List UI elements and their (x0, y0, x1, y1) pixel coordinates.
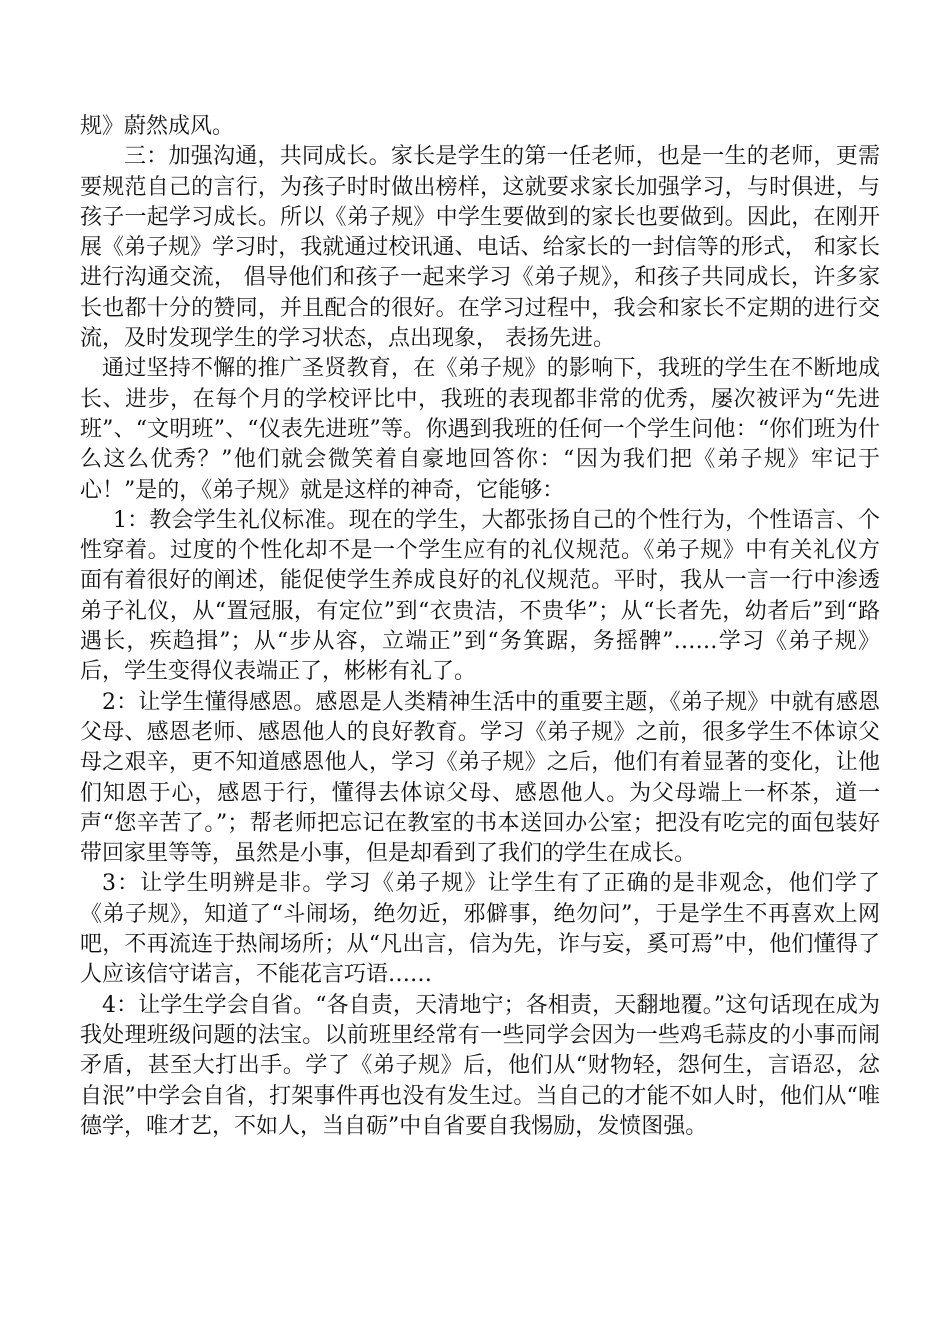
paragraph-point-2: 2：让学生懂得感恩。感恩是人类精神生活中的重要主题，《弟子规》中就有感恩父母、感恩老师、感恩他人的良好教育。学习《弟子规》之前，很多学生不体谅父母之艰辛，更不知道感恩他人，学习《弟子规》之后，他们有着显著的变化，让他们知恩于心，感恩于行，懂得去体谅父母、感恩他人。为父母端上一杯茶，道一声“您辛苦了。”；帮老师把忘记在教室的书本送回办公室；把没有吃完的面包装好带回家里等等，虽然是小事，但是却看到了我们的学生在成长。 (80, 689, 880, 867)
paragraph-section-three: 三：加强沟通，共同成长。家长是学生的第一任老师，也是一生的老师，更需要规范自己的言行，为孩子时时做出榜样，这就要求家长加强学习，与时俱进，与孩子一起学习成长。所以《弟子规》中学生要做到的家长也要做到。因此，在刚开展《弟子规》学习时，我就通过校讯通、电话、给家长的一封信等的形式， 和家长进行沟通交流， 倡导他们和孩子一起来学习《弟子规》，和孩子共同成长，许多家长也都十分的赞同，并且配合的很好。在学习过程中，我会和家长不定期的进行交流，及时发现学生的学习状态，点出现象， 表扬先进。 (80, 144, 880, 352)
paragraph-point-3: 3：让学生明辨是非。学习《弟子规》让学生有了正确的是非观念，他们学了《弟子规》，知道了“斗闹场，绝勿近，邪僻事，绝勿问”，于是学生不再喜欢上网吧，不再流连于热闹场所；从“凡出言，信为先，诈与妄，奚可焉”中，他们懂得了人应该信守诺言，不能花言巧语…… (80, 871, 880, 988)
paragraph-summary: 通过坚持不懈的推广圣贤教育，在《弟子规》的影响下，我班的学生在不断地成长、进步，在每个月的学校评比中，我班的表现都非常的优秀，屡次被评为“先进班”、“文明班”、“仪表先进班”等。你遇到我班的任何一个学生问他：“你们班为什么这么优秀？”他们就会微笑着自豪地回答你：“因为我们把《弟子规》牢记于心！”是的，《弟子规》就是这样的神奇，它能够： (80, 356, 880, 503)
paragraph-point-1: 1：教会学生礼仪标准。现在的学生，大都张扬自己的个性行为，个性语言、个性穿着。过度的个性化却不是一个学生应有的礼仪规范。《弟子规》中有关礼仪方面有着很好的阐述，能促使学生养成良好的礼仪规范。平时，我从一言一行中渗透弟子礼仪，从“置冠服，有定位”到“衣贵洁，不贵华”；从“长者先，幼者后”到“路遇长，疾趋揖”；从“步从容，立端正”到“务箕踞，务摇髀”……学习《弟子规》后，学生变得仪表端正了，彬彬有礼了。 (80, 507, 880, 685)
paragraph-continuation: 规》蔚然成风。 (80, 114, 235, 139)
document-body (80, 112, 880, 1142)
paragraph-point-4: 4：让学生学会自省。“各自责，天清地宁；各相责，天翻地覆。”这句话现在成为我处理班级问题的法宝。以前班里经常有一些同学会因为一些鸡毛蒜皮的小事而闹矛盾，甚至大打出手。学了《弟子规》后，他们从“财物轻，怨何生，言语忍，忿自泯”中学会自省，打架事件再也没有发生过。当自己的才能不如人时，他们从“唯德学，唯才艺，不如人，当自砺”中自省要自我惕励，发愤图强。 (80, 992, 880, 1139)
